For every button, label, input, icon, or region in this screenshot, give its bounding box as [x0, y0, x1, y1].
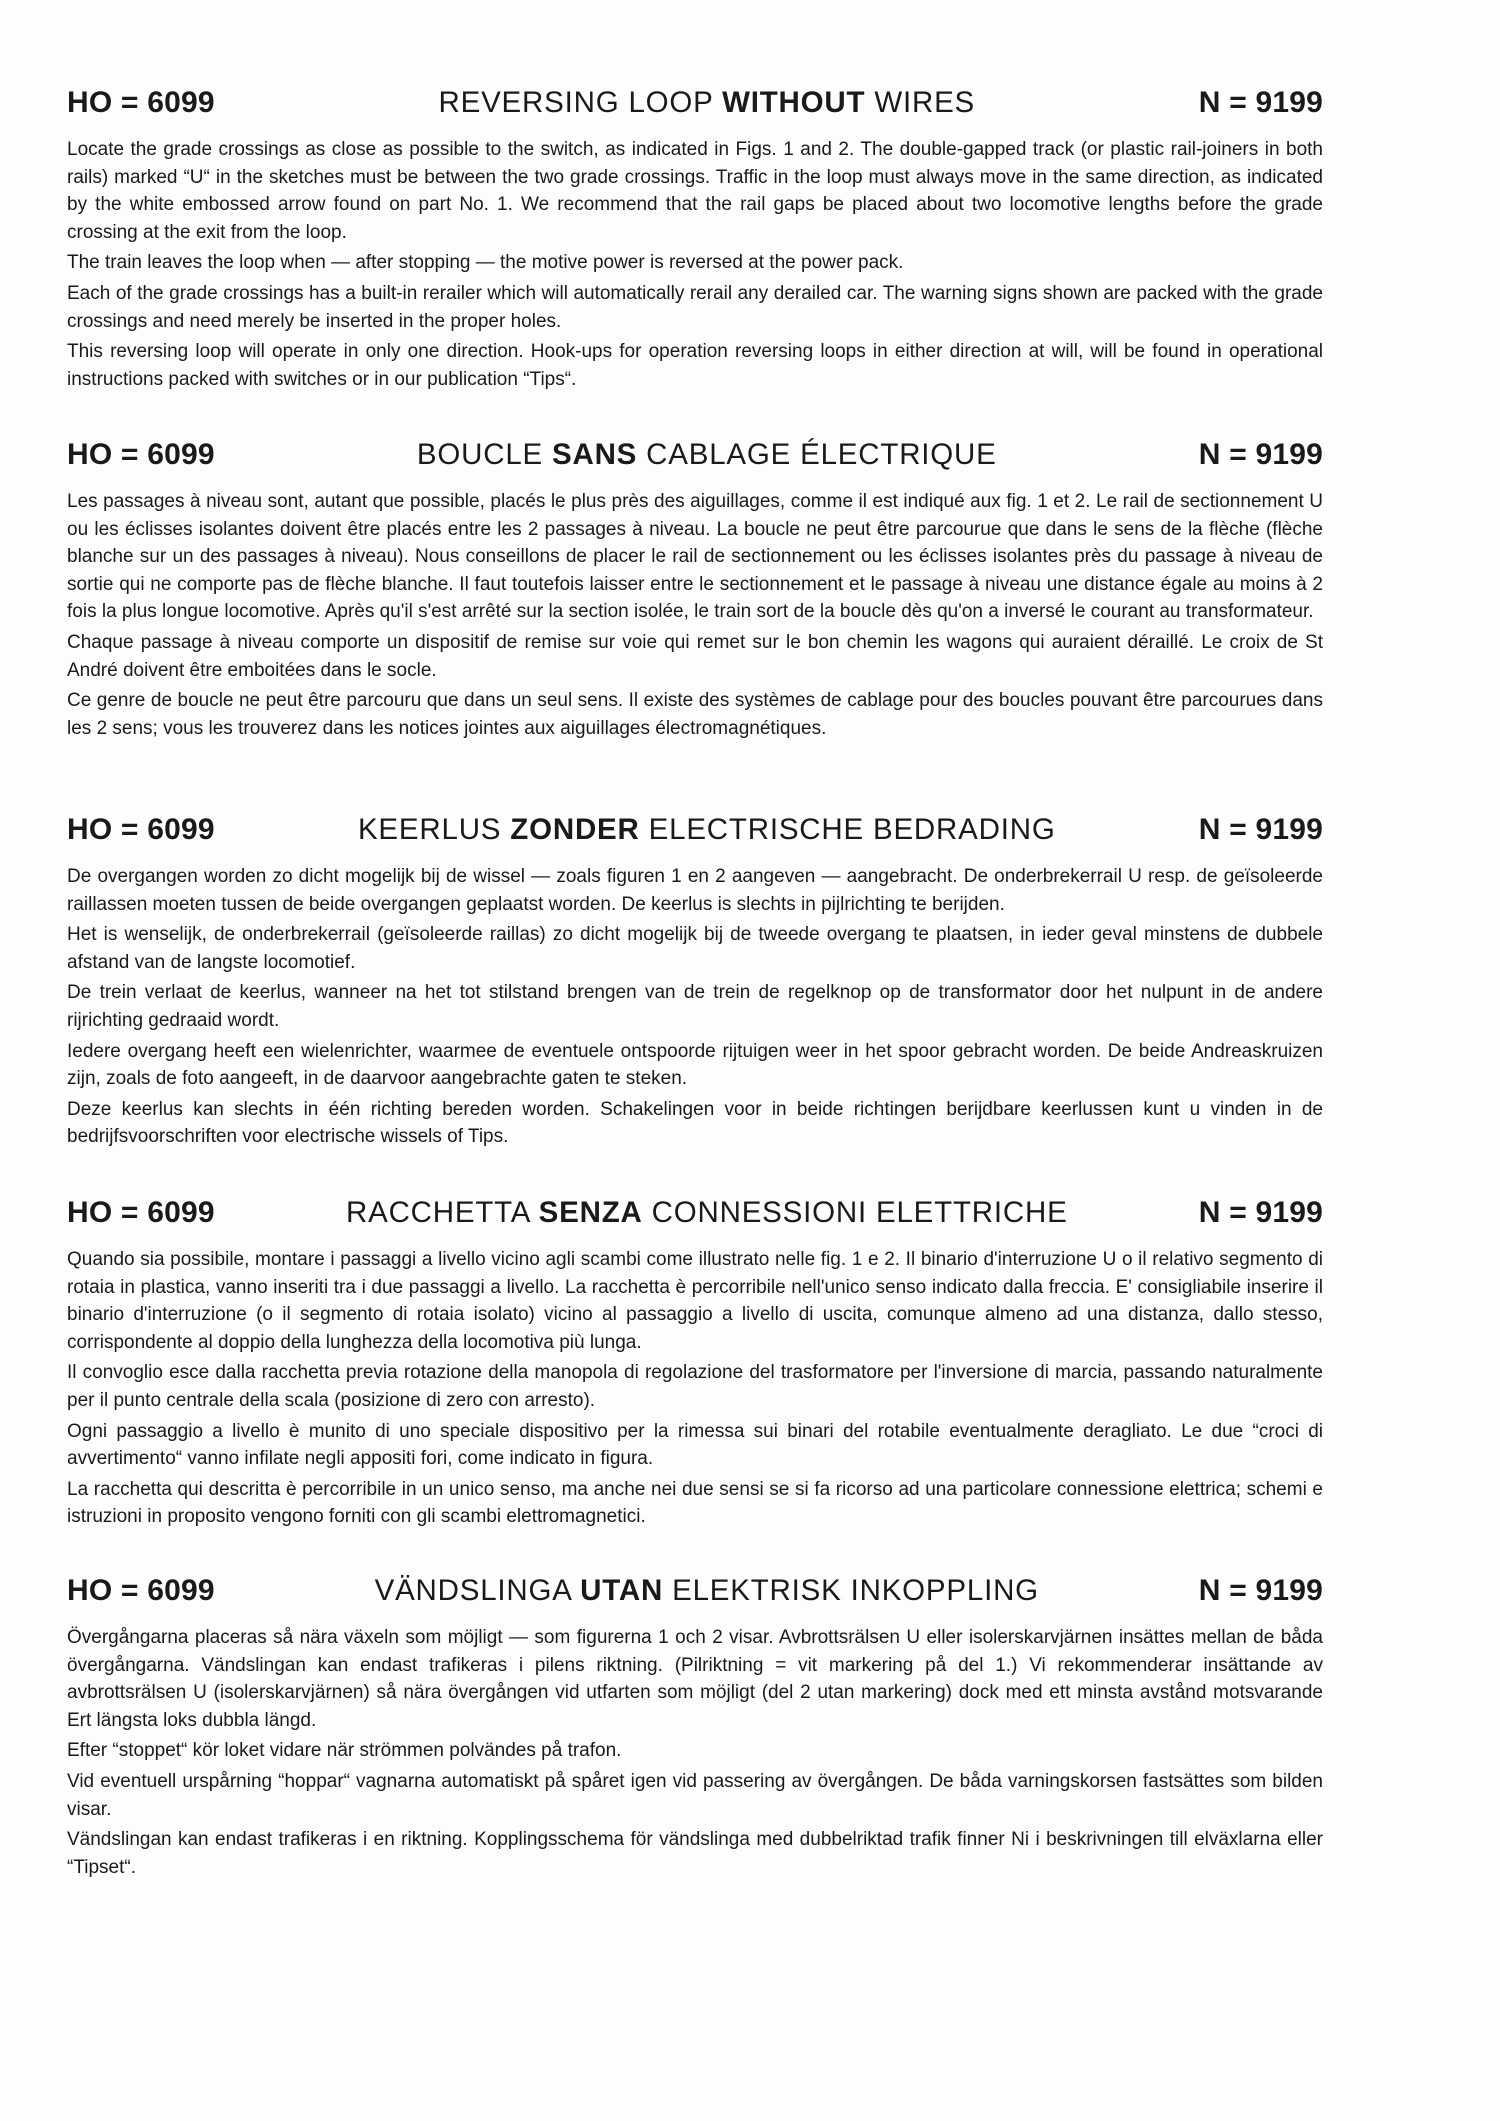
paragraph: Les passages à niveau sont, autant que possible, placés le plus près des aiguillages, comme il est indiqué aux fig. 1 et 2. Le rail de sectionnement U ou les éclisses isolantes doivent être placés entre les 2 passages à niveau. La boucle ne peut être parcourue que dans le sens de la flèche (flèche blanche sur un des passages à niveau). Nous conseillons de placer le rail de sectionnement ou les éclisses isolantes près du passage à niveau de sortie qui ne comporte pas de flèche blanche. Il faut toutefois laisser entre le sectionnement et le passage à niveau une distance égale au moins à 2 fois la plus longue locomotive. Après qu'il s'est arrêté sur la section isolée, le train sort de la boucle dès qu'on a inversé le courant au transformateur. — [67, 491, 1323, 623]
paragraph: Deze keerlus kan slechts in één richting bereden worden. Schakelingen voor in beide richtingen berijdbare keerlussen kunt u vinden in de bedrijfsvoorschriften voor electrische wissels of Tips. — [67, 1098, 1323, 1148]
paragraph: Vändslingan kan endast trafikeras i en riktning. Kopplingsschema för vändslinga med dubbelriktad trafik finner Ni i beskrivningen till elväxlarna eller “Tipset“. — [67, 1829, 1323, 1878]
paragraph: Ce genre de boucle ne peut être parcouru que dans un seul sens. Il existe des systèmes de cablage pour des boucles pouvant être parcourues dans les 2 sens; vous les trouverez dans les notices jointes aux aiguillages électromagnétiques. — [67, 690, 1323, 739]
paragraph: De trein verlaat de keerlus, wanneer na het tot stilstand brengen van de trein de regelknop op de transformator door het nulpunt in de andere rijrichting gedraaid wordt. — [67, 982, 1323, 1031]
section-title: RACCHETTA SENZA CONNESSIONI ELETTRICHE — [345, 1196, 1068, 1229]
ho-code: HO = 6099 — [67, 438, 215, 471]
section-italian — [67, 1196, 1323, 1534]
n-code: N = 9199 — [1198, 1196, 1323, 1229]
section-header — [67, 1196, 1323, 1236]
section-header — [67, 438, 1323, 478]
section-swedish — [67, 1574, 1323, 1884]
paragraph: Efter “stoppet“ kör loket vidare när strömmen polvändes på trafon. — [67, 1740, 622, 1762]
n-code: N = 9199 — [1198, 86, 1323, 119]
section-title: BOUCLE SANS CABLAGE ÉLECTRIQUE — [416, 438, 997, 471]
n-code: N = 9199 — [1198, 813, 1323, 846]
section-title: KEERLUS ZONDER ELECTRISCHE BEDRADING — [357, 813, 1056, 846]
paragraph: Il convoglio esce dalla racchetta previa rotazione della manopola di regolazione del trasformatore per l'inversione di marcia, passando naturalmente per il punto centrale della scala (posizione di zero con arresto). — [67, 1362, 1323, 1411]
ho-code: HO = 6099 — [67, 813, 215, 846]
paragraph: Övergångarna placeras så nära växeln som möjligt — som figurerna 1 och 2 visar. Avbrottsrälsen U eller isolerskarvjärnen insättes mellan de båda övergångarna. Vändslingan kan endast trafikeras i pilens riktning. (Pilriktning = vit markering på del 1.) Vi rekommenderar insättande av avbrottsrälsen U (isolerskarvjärnen) så nära övergången vid utfarten som möjligt (del 2 utan markering) dock med ett minsta avstånd motsvarande Ert längsta loks dubbla längd. — [67, 1627, 1323, 1731]
ho-code: HO = 6099 — [67, 1574, 215, 1607]
section-header — [67, 813, 1323, 853]
paragraph: This reversing loop will operate in only one direction. Hook-ups for operation reversing loops in either direction at will, will be found in operational instructions packed with switches or in our publication “Tips“. — [67, 341, 1323, 390]
section-header — [67, 86, 1323, 126]
paragraph: De overgangen worden zo dicht mogelijk bij de wissel — zoals figuren 1 en 2 aangeven — aangebracht. De onderbrekerrail U resp. de geïsoleerde raillassen moeten tussen de beide overgangen geplaatst worden. De keerlus is slechts in pijlrichting te berijden. — [67, 866, 1323, 915]
section-french — [67, 438, 1323, 745]
paragraph: Chaque passage à niveau comporte un dispositif de remise sur voie qui remet sur le bon chemin les wagons qui auraient déraillé. Le croix de St André doivent être emboitées dans le socle. — [67, 631, 1323, 681]
section-title: VÄNDSLINGA UTAN ELEKTRISK INKOPPLING — [374, 1574, 1039, 1607]
section-english — [67, 86, 1323, 396]
paragraph: Ogni passaggio a livello è munito di uno speciale dispositivo per la rimessa sui binari del rotabile eventualmente deragliato. Le due “croci di avvertimento“ vanno infilate negli appositi fori, come indicato in figura. — [67, 1420, 1323, 1470]
section-dutch — [67, 813, 1323, 1154]
paragraph: La racchetta qui descritta è percorribile in un unico senso, ma anche nei due sensi se si fa ricorso ad una particolare connessione elettrica; schemi e istruzioni in proposito vengono forniti con gli scambi elettromagnetici. — [67, 1478, 1323, 1528]
paragraph: Vid eventuell urspårning “hoppar“ vagnarna automatiskt på spåret igen vid passering av övergången. De båda varningskorsen fastsättes som bilden visar. — [67, 1770, 1323, 1820]
n-code: N = 9199 — [1198, 438, 1323, 471]
ho-code: HO = 6099 — [67, 86, 215, 119]
paragraph: Het is wenselijk, de onderbrekerrail (geïsoleerde raillas) zo dicht mogelijk bij de tweede overgang te plaatsen, in ieder geval minstens de dubbele afstand van de langste locomotief. — [67, 924, 1323, 973]
section-title: REVERSING LOOP WITHOUT WIRES — [438, 86, 976, 119]
paragraph: Locate the grade crossings as close as possible to the switch, as indicated in Figs. 1 and 2. The double-gapped track (or plastic rail-joiners in both rails) marked “U“ in the sketches must be between the two grade crossings. Traffic in the loop must always move in the same direction, as indicated by the white embossed arrow found on part No. 1. We recommend that the rail gaps be placed about two locomotive lengths before the grade crossing at the exit from the loop. — [67, 139, 1323, 243]
section-header — [67, 1574, 1323, 1614]
paragraph: Quando sia possibile, montare i passaggi a livello vicino agli scambi come illustrato nelle fig. 1 e 2. Il binario d'interruzione U o il relativo segmento di rotaia in plastica, vanno inseriti tra i due passaggi a livello. La racchetta è percorribile nell'unico senso indicato dalla freccia. E' consigliabile inserire il binario d'interruzione (o il segmento di rotaia isolato) vicino al passaggio a livello di uscita, comunque almeno ad una distanza, dallo stesso, corrispondente al doppio della lunghezza della locomotiva più lunga. — [67, 1249, 1323, 1353]
n-code: N = 9199 — [1198, 1574, 1323, 1607]
paragraph: Iedere overgang heeft een wielenrichter, waarmee de eventuele ontspoorde rijtuigen weer in het spoor gebracht worden. De beide Andreaskruizen zijn, zoals de foto aangeeft, in de daarvoor aangebrachte gaten te steken. — [67, 1040, 1323, 1090]
paragraph: The train leaves the loop when — after stopping — the motive power is reversed at the power pack. — [67, 252, 904, 274]
ho-code: HO = 6099 — [67, 1196, 215, 1229]
paragraph: Each of the grade crossings has a built-in rerailer which will automatically rerail any derailed car. The warning signs shown are packed with the grade crossings and need merely be inserted in the proper holes. — [67, 282, 1323, 332]
